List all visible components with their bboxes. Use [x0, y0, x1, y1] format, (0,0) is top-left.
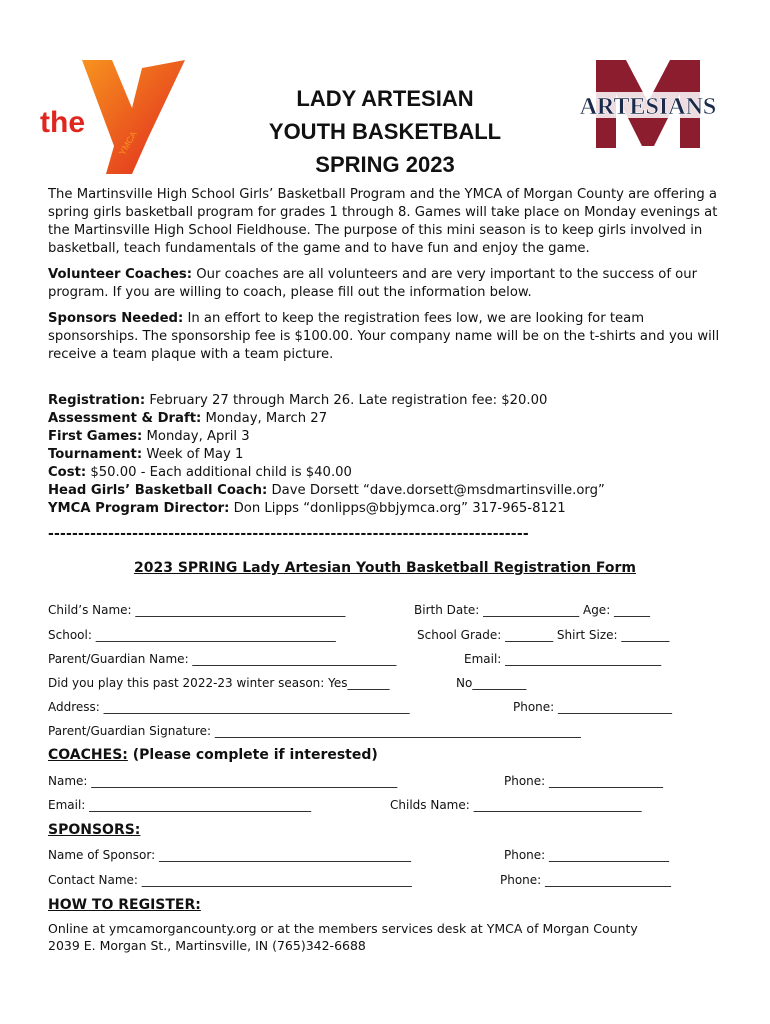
volunteer-label: Volunteer Coaches: — [48, 267, 193, 282]
form-title: 2023 SPRING Lady Artesian Youth Basketball Registration Form — [133, 560, 636, 576]
page-title — [230, 82, 540, 181]
ymca-logo — [40, 58, 190, 176]
director-label: YMCA Program Director: — [48, 501, 230, 516]
address-phone-field[interactable]: Phone: ___________________ — [513, 700, 673, 714]
sponsor-name-field[interactable]: Name of Sponsor: __________________________________________ — [48, 848, 411, 862]
sponsors-heading — [48, 822, 140, 838]
assessment-label: Assessment & Draft: — [48, 411, 202, 426]
title-line-1: LADY ARTESIAN — [296, 86, 474, 111]
registration-text: February 27 through March 26. Late registration fee: $20.00 — [145, 393, 548, 408]
coach-text: Dave Dorsett “dave.dorsett@msdmartinsville.org” — [267, 483, 605, 498]
how-to-register — [48, 920, 638, 954]
how-to-heading — [48, 897, 201, 913]
coach-label: Head Girls’ Basketball Coach: — [48, 483, 268, 498]
cost-row — [48, 464, 605, 482]
assessment-text: Monday, March 27 — [201, 411, 328, 426]
ymca-logo-text: the — [40, 106, 85, 139]
volunteer-text: Our coaches are all volunteers and are very important to the success of our program. If you are willing to coach, please fill out the information below. — [48, 267, 698, 300]
director-row — [48, 500, 605, 518]
parent-name-field[interactable]: Parent/Guardian Name: __________________________________ — [48, 652, 397, 666]
sponsors-label: Sponsors Needed: — [48, 311, 184, 326]
cost-text: $50.00 - Each additional child is $40.00 — [86, 465, 352, 480]
coach-childs-name-field[interactable]: Childs Name: ____________________________ — [390, 798, 642, 812]
assessment-row — [48, 410, 605, 428]
first-games-text: Monday, April 3 — [142, 429, 250, 444]
sponsors-text: In an effort to keep the registration fees low, we are looking for team sponsorships. The sponsorship fee is $100.00. Your company name will be on the t-shirts and you will receive a team plaque with a team picture. — [48, 311, 720, 362]
program-details — [48, 392, 605, 518]
registration-row — [48, 392, 605, 410]
sponsor-phone-field[interactable]: Phone: ____________________ — [504, 848, 670, 862]
tournament-text: Week of May 1 — [142, 447, 244, 462]
director-text: Don Lipps “donlipps@bbjymca.org” 317-965-8121 — [229, 501, 566, 516]
how-to-heading-label: HOW TO REGISTER: — [48, 897, 201, 913]
contact-name-field[interactable]: Contact Name: _____________________________________________ — [48, 873, 412, 887]
winter-season-yes-field[interactable]: Did you play this past 2022-23 winter season: Yes_______ — [48, 676, 390, 690]
first-games-row — [48, 428, 605, 446]
registration-form — [48, 603, 718, 743]
coach-phone-field[interactable]: Phone: ___________________ — [504, 774, 664, 788]
first-games-label: First Games: — [48, 429, 143, 444]
tournament-label: Tournament: — [48, 447, 143, 462]
coaches-subheading: (Please complete if interested) — [127, 747, 378, 763]
parent-email-field[interactable]: Email: __________________________ — [464, 652, 662, 666]
title-line-3: SPRING 2023 — [315, 152, 455, 177]
coaches-heading-label: COACHES: — [48, 747, 128, 763]
artesians-logo — [568, 58, 728, 150]
intro-section — [48, 186, 728, 372]
how-to-line-2: 2039 E. Morgan St., Martinsville, IN (765)342-6688 — [48, 938, 366, 953]
address-field[interactable]: Address: ___________________________________________________ — [48, 700, 410, 714]
ymca-logo-small-text: YMCA — [117, 129, 139, 157]
birth-date-field[interactable]: Birth Date: ________________ Age: ______ — [414, 603, 651, 617]
how-to-line-1: Online at ymcamorgancounty.org or at the members services desk at YMCA of Morgan County — [48, 921, 638, 936]
coach-row — [48, 482, 605, 500]
school-field[interactable]: School: ________________________________________ — [48, 628, 336, 642]
volunteer-paragraph — [48, 266, 728, 302]
coach-email-field[interactable]: Email: _____________________________________ — [48, 798, 312, 812]
sponsors-paragraph — [48, 310, 728, 364]
artesians-logo-text: ARTESIANS — [579, 94, 717, 120]
signature-field[interactable]: Parent/Guardian Signature: _____________________________________________________________ — [48, 724, 581, 738]
winter-season-no-field[interactable]: No_________ — [456, 676, 527, 690]
sponsors-form — [48, 848, 718, 893]
school-grade-field[interactable]: School Grade: ________ Shirt Size: ________ — [417, 628, 670, 642]
title-line-2: YOUTH BASKETBALL — [268, 119, 502, 144]
coaches-heading — [48, 747, 378, 763]
contact-phone-field[interactable]: Phone: _____________________ — [500, 873, 672, 887]
divider-line: -------------------------------------------------------------------------------- — [48, 526, 529, 542]
child-name-field[interactable]: Child’s Name: ___________________________________ — [48, 603, 346, 617]
cost-label: Cost: — [48, 465, 87, 480]
intro-paragraph: The Martinsville High School Girls’ Basketball Program and the YMCA of Morgan County are offering a spring girls basketball program for grades 1 through 8. Games will take place on Monday evenings at the Martinsville High School Fieldhouse. The purpose of this mini season is to keep girls involved in basketball, teach fundamentals of the game and to have fun and enjoy the game. — [48, 187, 718, 256]
coach-name-field[interactable]: Name: ___________________________________________________ — [48, 774, 398, 788]
sponsors-heading-label: SPONSORS: — [48, 822, 141, 838]
registration-label: Registration: — [48, 393, 146, 408]
coaches-form — [48, 774, 718, 819]
tournament-row — [48, 446, 605, 464]
